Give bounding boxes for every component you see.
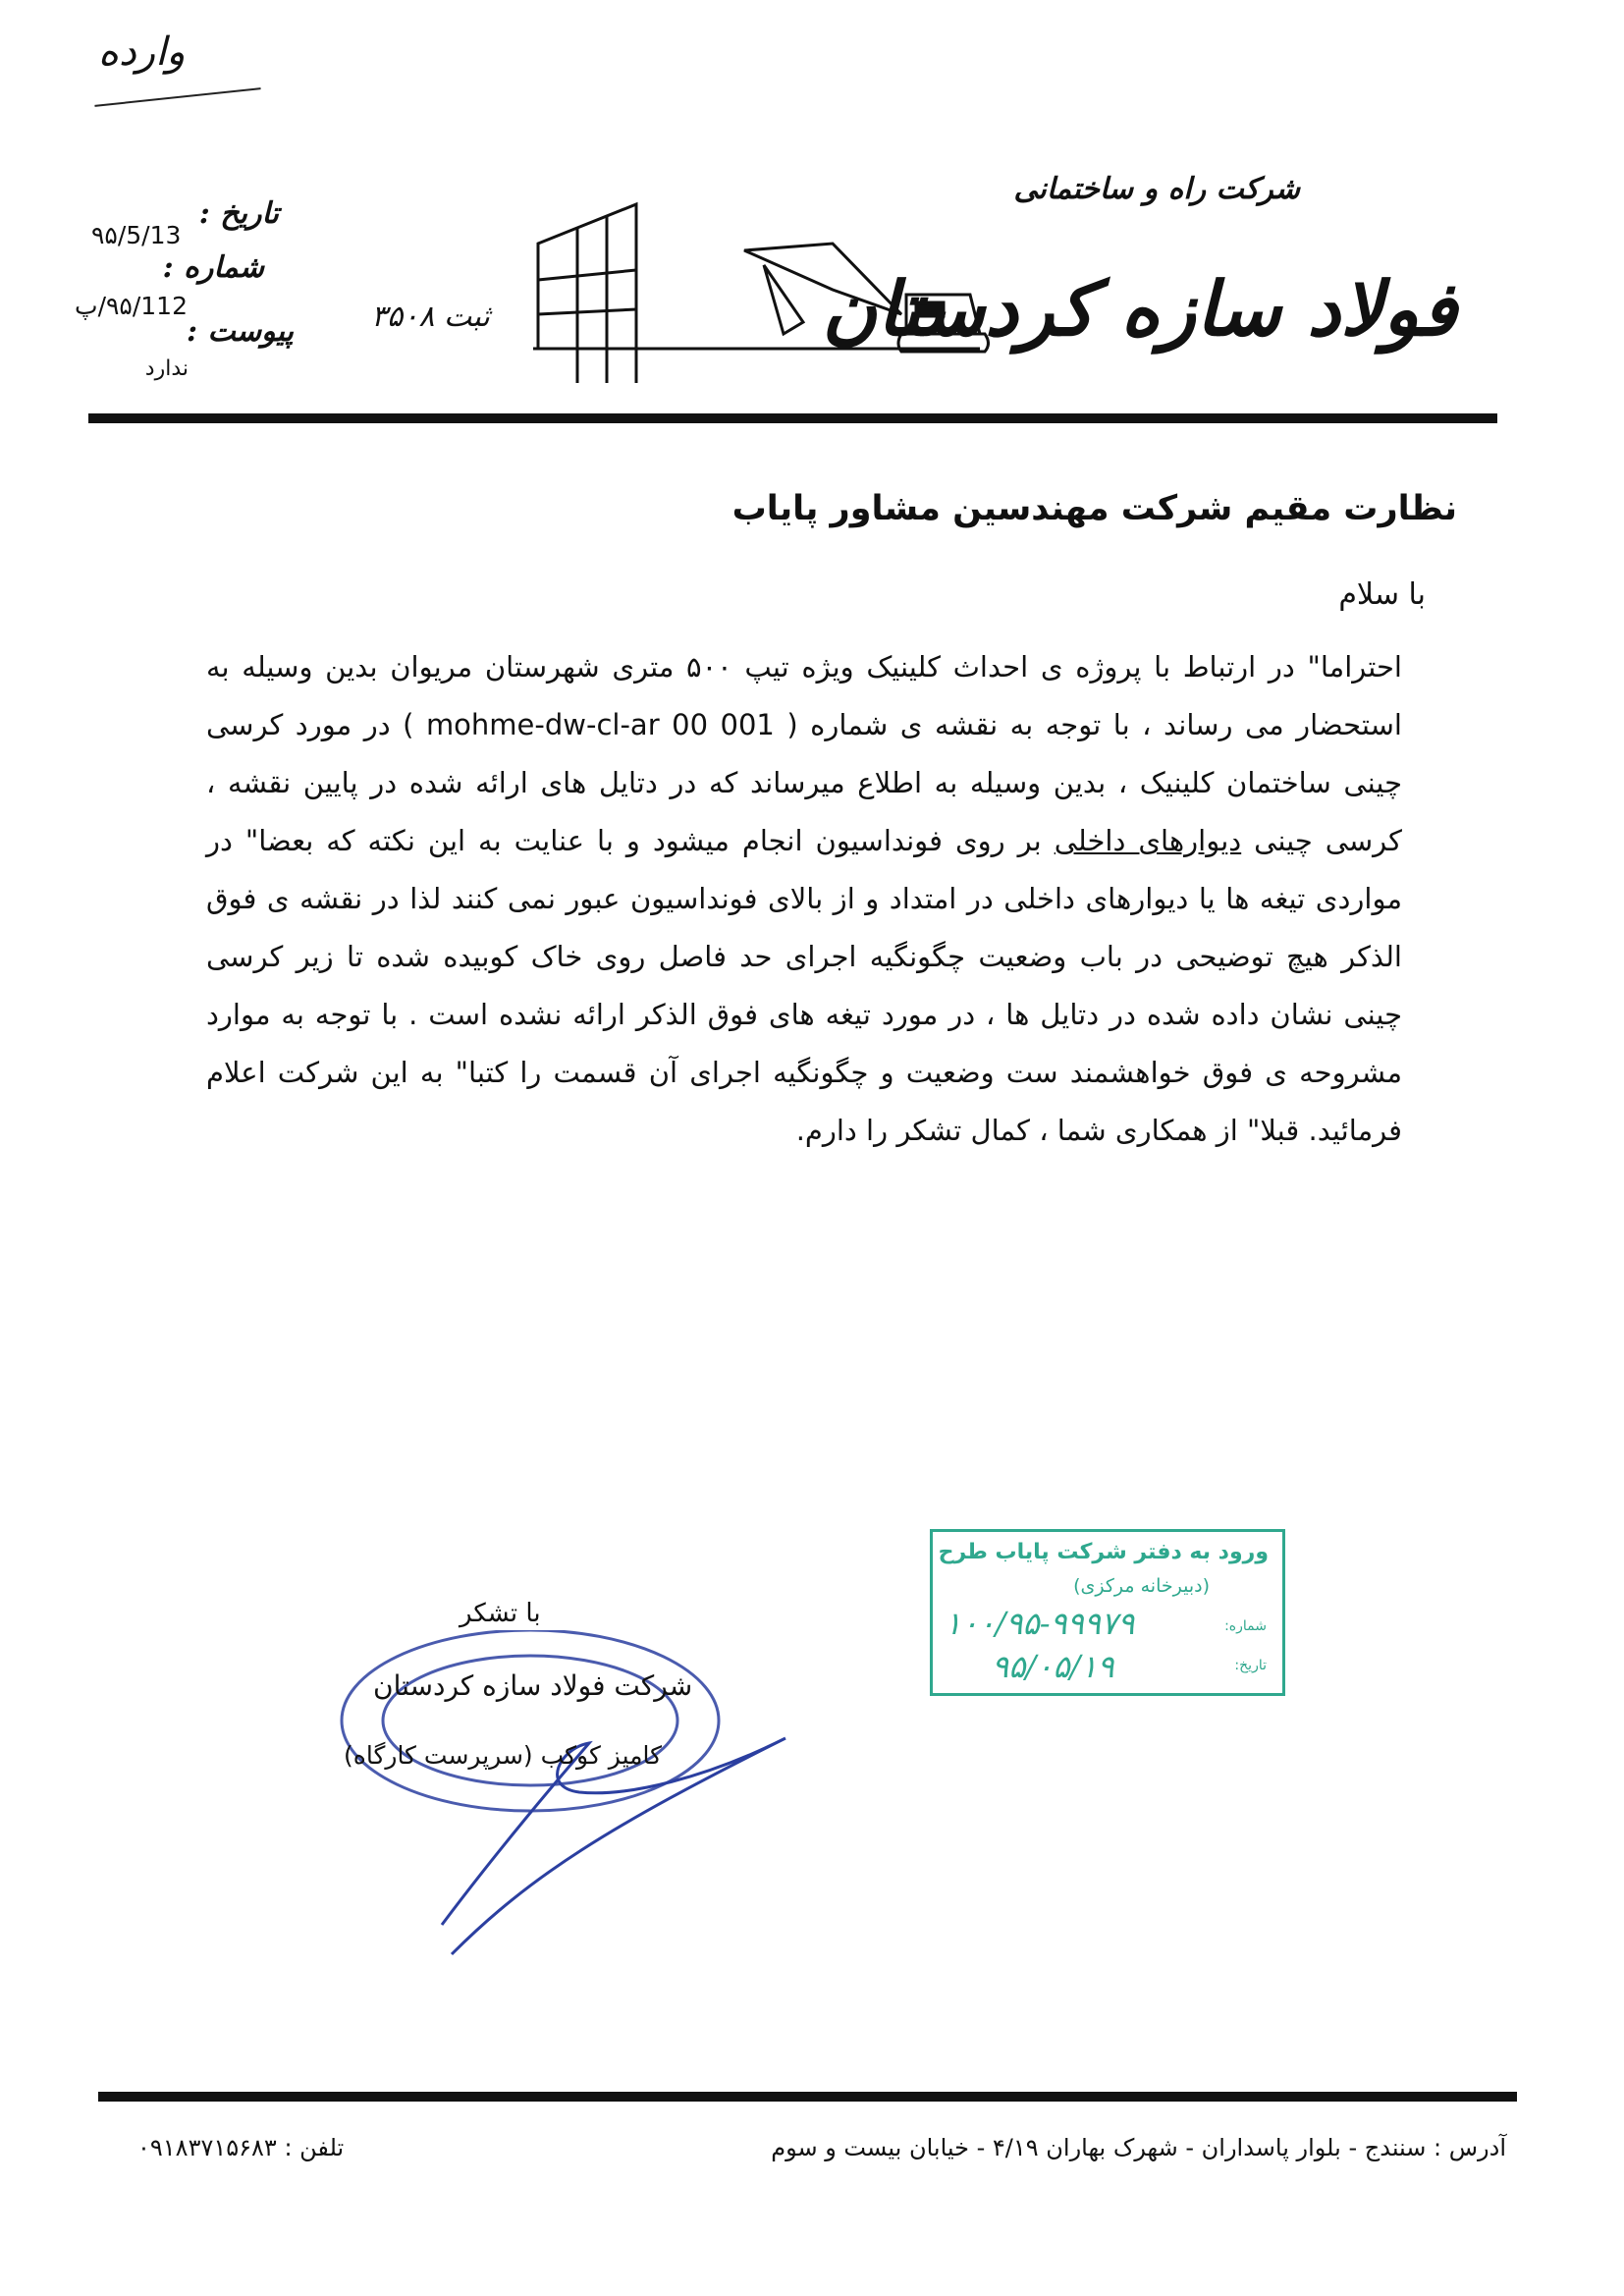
receipt-stamp-title: ورود به دفتر شرکت پایاب طرح <box>938 1540 1269 1564</box>
greeting: با سلام <box>1338 577 1426 612</box>
date-label: تاریخ : <box>198 196 279 231</box>
receipt-stamp <box>930 1529 1285 1696</box>
receipt-stamp-subtitle: (دبیرخانه مرکزی) <box>1073 1575 1210 1597</box>
signature-company: شرکت فولاد سازه کردستان <box>373 1669 693 1702</box>
letter-body-part-1: احتراما" در ارتباط با پروژه ی احداث کلینیک ویژه تیپ ۵۰۰ متری شهرستان مریوان بدین وسیله به استحضار می رساند ، با توجه به نقشه ی شماره ( mohme-dw-cl-ar 00 001 ) در مورد کرسی چینی ساختمان کلینیک ، بدین وسیله به اطلاع میرساند که در دتایل های ارائه شده در پایین نقشه ، کرسی چینی <box>206 650 1402 857</box>
phone-label: تلفن : <box>284 2134 345 2161</box>
letter-body-part-2: بر روی فونداسیون انجام میشود و با عنایت به این نکته که بعضا" در مواردی تیغه ها یا دیوارهای داخلی در امتداد و از بالای فونداسیون عبور نمی کنند لذا در نقشه ی فوق الذکر هیچ توضیحی در باب وضعیت چگونگیه اجرای حد فاصل روی خاک کوبیده شده تا زیر کرسی چینی نشان داده شده در دتایل ها ، در مورد تیغه های فوق الذکر ارائه نشده است . با توجه به موارد مشروحه ی فوق خواهشمند ست وضعیت و چگونگیه اجرای آن قسمت را کتبا" به این شرکت اعلام فرمائید. قبلا" از همکاری شما ، کمال تشکر را دارم. <box>206 824 1402 1147</box>
footer-phone <box>137 2134 344 2161</box>
registration-number: ثبت ۳۵۰۸ <box>371 300 490 334</box>
date-value: ۹۵/5/13 <box>91 221 182 249</box>
receipt-stamp-date-label: تاریخ: <box>1234 1658 1267 1673</box>
company-subtitle: شرکت راه و ساختمانی <box>1013 172 1300 206</box>
closing-phrase: با تشکر <box>460 1599 541 1628</box>
recipient-line: نظارت مقیم شرکت مهندسین مشاور پایاب <box>731 489 1457 528</box>
receipt-stamp-date-value: ۹۵/۰۵/۱۹ <box>992 1648 1114 1685</box>
letter-body-underlined: دیوارهای داخلی <box>1054 824 1242 857</box>
attachment-label: پیوست : <box>186 314 294 349</box>
phone-value: ۰۹۱۸۳۷۱۵۶۸۳ <box>137 2134 277 2161</box>
handwritten-note: وارده <box>98 29 186 75</box>
attachment-value: ندارد <box>144 356 189 381</box>
company-name: فولاد سازه کردستان <box>822 265 1457 353</box>
letter-body <box>206 638 1402 1160</box>
footer-address: آدرس : سنندج - بلوار پاسداران - شهرک بهاران ۴/۱۹ - خیابان بیست و سوم <box>771 2134 1506 2161</box>
header-divider <box>88 413 1497 423</box>
signature-stroke <box>442 1738 785 1954</box>
number-label: شماره : <box>162 250 264 285</box>
signature-person: کامیز کوکب (سرپرست کارگاه) <box>344 1741 663 1770</box>
receipt-stamp-number-value: ۱۰۰/۹۵-۹۹۹۷۹ <box>945 1605 1135 1642</box>
footer-divider <box>98 2092 1517 2102</box>
number-value: ۹۵/112/پ <box>75 292 188 320</box>
receipt-stamp-number-label: شماره: <box>1224 1618 1267 1634</box>
handwritten-underline <box>94 87 260 107</box>
